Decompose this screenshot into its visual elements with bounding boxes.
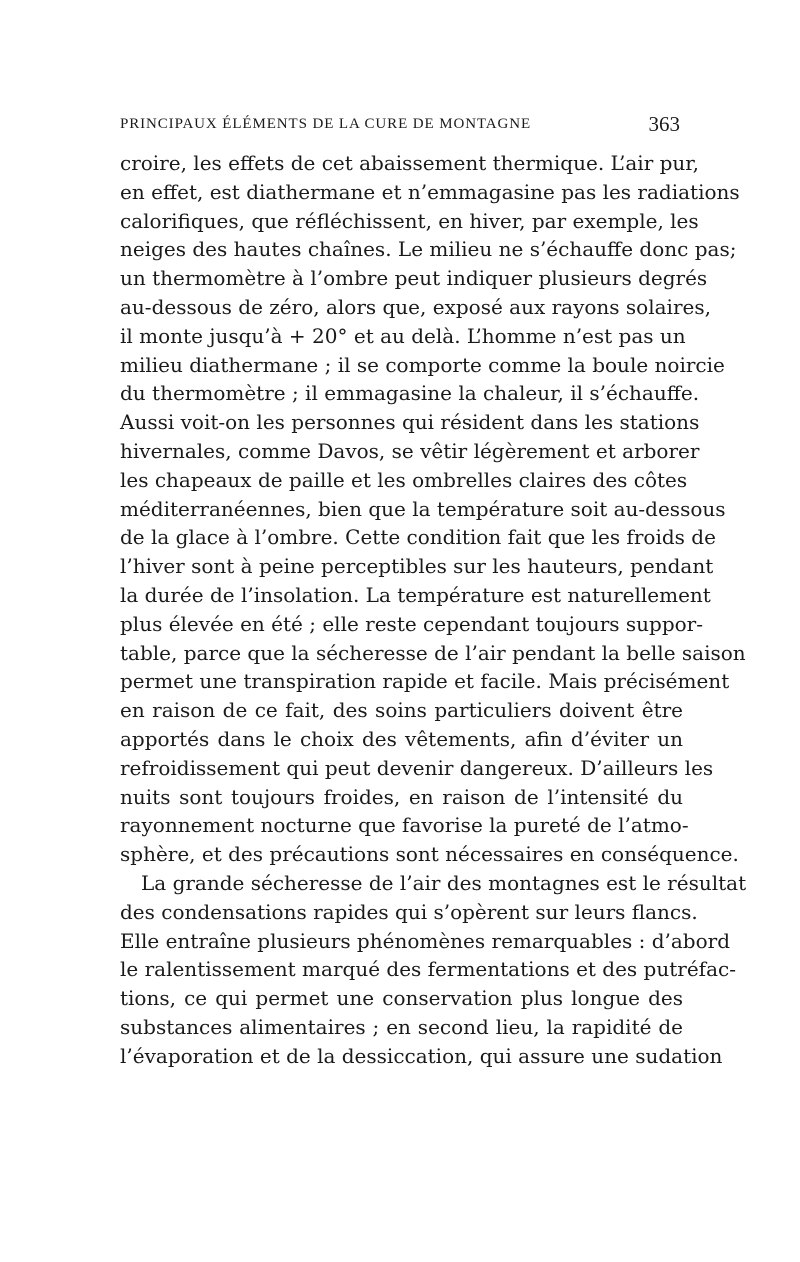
text-line: méditerranéennes, bien que la température soit au-dessous — [120, 496, 726, 521]
text-line: en effet, est diathermane et n’emmagasine pas les radiations — [120, 179, 740, 204]
text-line: table, parce que la sécheresse de l’air pendant la belle saison — [120, 640, 746, 665]
text-line: rayonnement nocturne que favorise la pureté de l’atmo- — [120, 813, 689, 838]
text-line: des condensations rapides qui s’opèrent sur leurs flancs. — [120, 899, 698, 924]
page-number: 363 — [648, 112, 680, 136]
paragraph-first-line: La grande sécheresse de l’air des montagnes est le résultat — [141, 870, 747, 895]
text-line: du thermomètre ; il emmagasine la chaleur, il s’échauffe. — [120, 381, 700, 406]
text-line: en raison de ce fait, des soins particuliers doivent être — [120, 698, 683, 723]
text-line: hivernales, comme Davos, se vêtir légèrement et arborer — [120, 438, 700, 463]
text-line: l’hiver sont à peine perceptibles sur les hauteurs, pendant — [120, 554, 714, 579]
text-line: l’évaporation et de la dessiccation, qui assure une sudation — [120, 1043, 723, 1068]
text-line: refroidissement qui peut devenir dangereux. D’ailleurs les — [120, 755, 714, 780]
text-line: substances alimentaires ; en second lieu, la rapidité de — [120, 1014, 683, 1039]
text-line: nuits sont toujours froides, en raison de l’intensité du — [120, 784, 683, 809]
text-line: plus élevée en été ; elle reste cependant toujours suppor- — [120, 611, 703, 636]
running-head — [120, 112, 680, 142]
text-line: un thermomètre à l’ombre peut indiquer plusieurs degrés — [120, 266, 708, 291]
text-line: apportés dans le choix des vêtements, afin d’éviter un — [120, 726, 683, 751]
text-line: calorifiques, que réfléchissent, en hiver, par exemple, les — [120, 208, 699, 233]
text-line: tions, ce qui permet une conservation plus longue des — [120, 986, 683, 1011]
text-line: croire, les effets de cet abaissement thermique. L’air pur, — [120, 151, 700, 175]
text-line: les chapeaux de paille et les ombrelles claires des côtes — [120, 467, 688, 492]
text-line: le ralentissement marqué des fermentations et des putréfac- — [120, 957, 736, 982]
running-title: PRINCIPAUX ÉLÉMENTS DE LA CURE DE MONTAGNE — [120, 116, 532, 132]
text-line: au-dessous de zéro, alors que, exposé aux rayons solaires, — [120, 294, 711, 319]
text-line: de la glace à l’ombre. Cette condition fait que les froids de — [120, 525, 716, 550]
text-line: il monte jusqu’à + 20° et au delà. L’homme n’est pas un — [120, 323, 686, 348]
text-line: neiges des hautes chaînes. Le milieu ne s’échauffe donc pas; — [120, 237, 737, 262]
body-text — [120, 149, 747, 1071]
text-line: Elle entraîne plusieurs phénomènes remarquables : d’abord — [120, 928, 731, 953]
text-line: sphère, et des précautions sont nécessaires en conséquence. — [120, 842, 739, 867]
text-line: permet une transpiration rapide et facile. Mais précisément — [120, 669, 730, 694]
text-line: la durée de l’insolation. La température est naturellement — [120, 582, 711, 607]
text-line: Aussi voit-on les personnes qui résident dans les stations — [120, 410, 700, 435]
text-line: milieu diathermane ; il se comporte comme la boule noircie — [120, 352, 725, 377]
